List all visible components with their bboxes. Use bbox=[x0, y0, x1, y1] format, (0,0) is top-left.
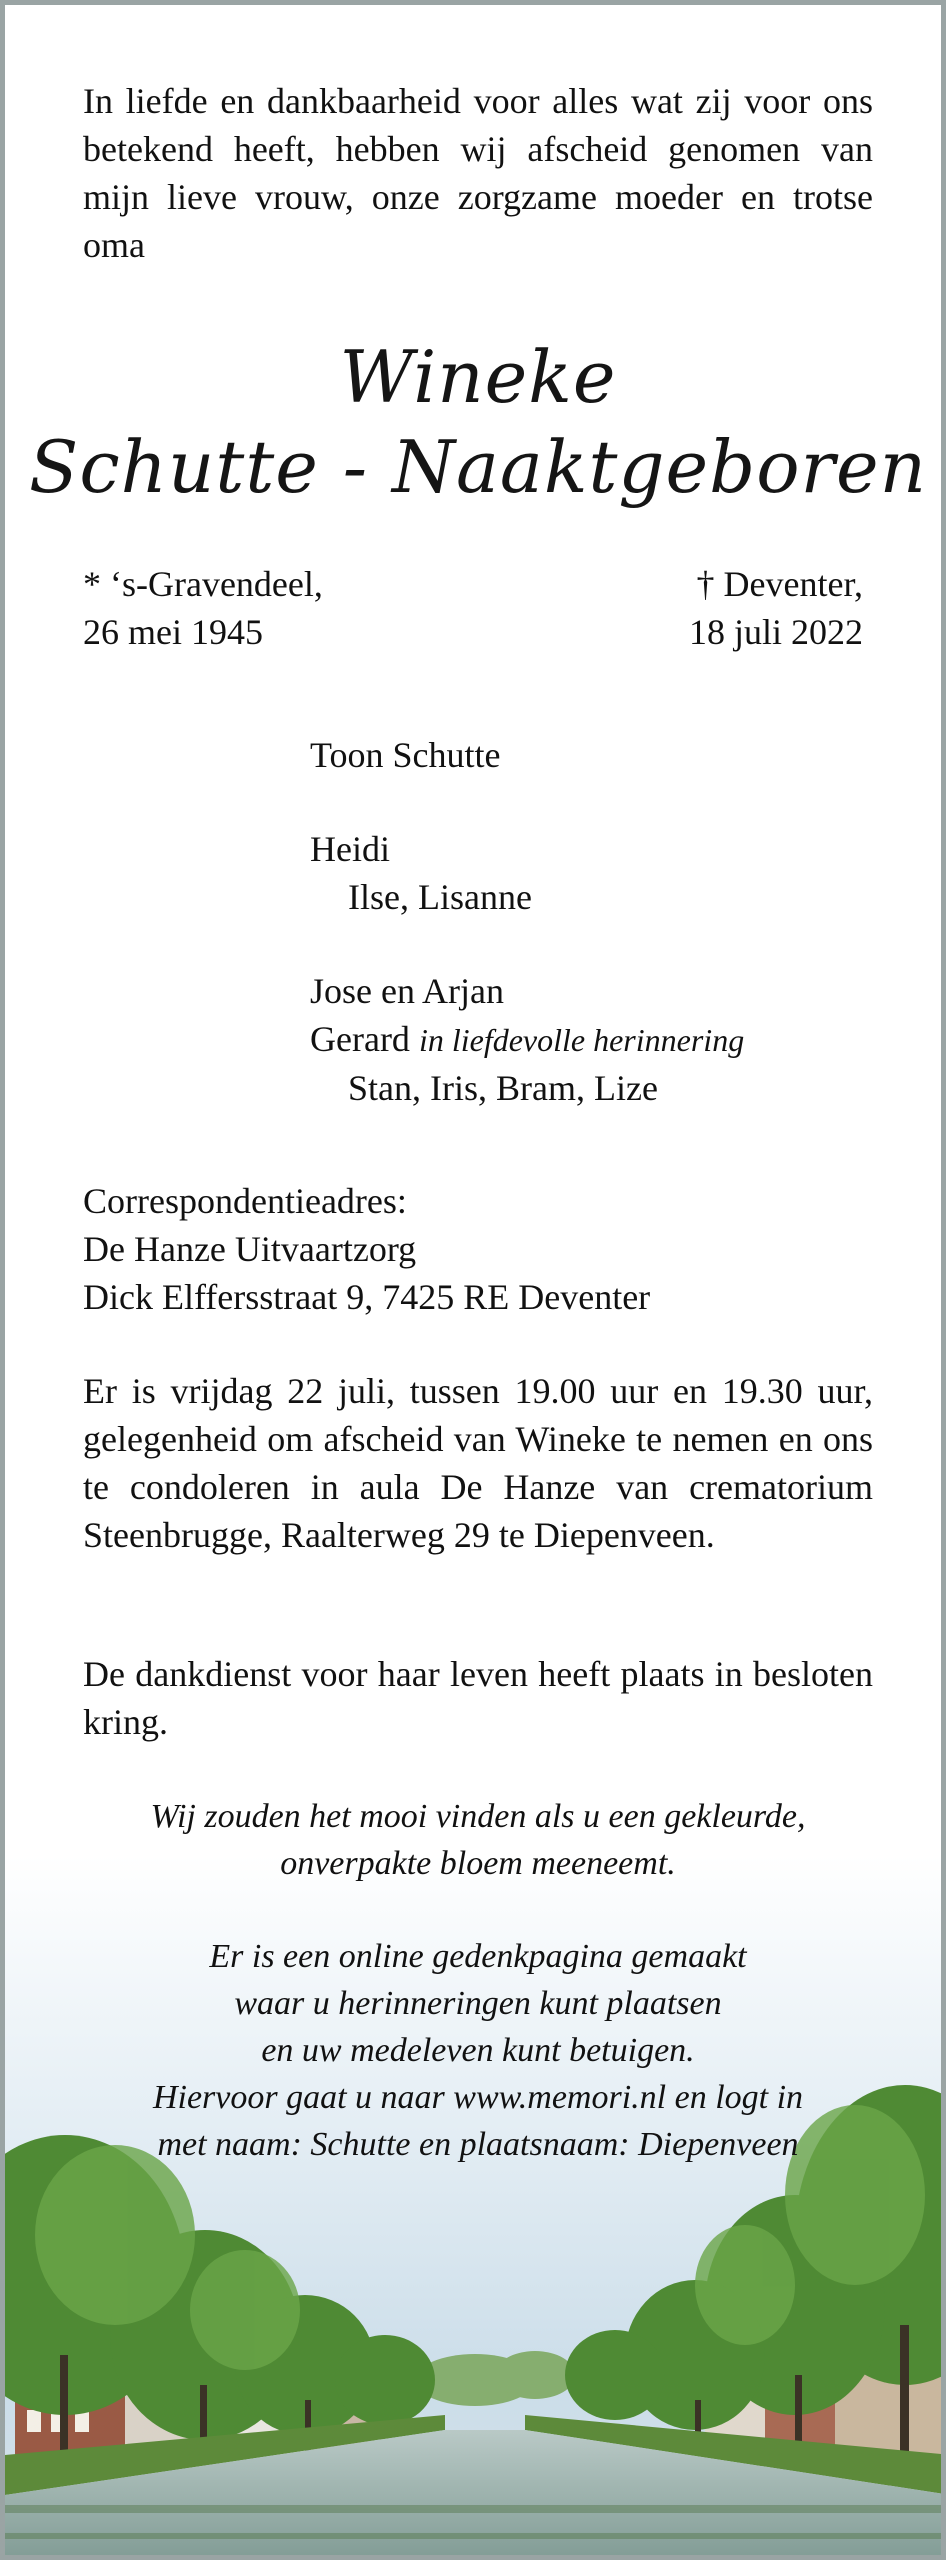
intro-text: In liefde en dankbaarheid voor alles wat zij voor ons betekend heeft, hebben wij afscheid genomen van mijn lieve vrouw, onze zorgzame moeder en trotse oma bbox=[83, 81, 873, 265]
deceased-surname: Schutte - Naaktgeboren bbox=[29, 425, 927, 509]
online-memorial-note bbox=[65, 1933, 891, 2168]
remembrance-note: in liefdevolle herinnering bbox=[418, 1022, 745, 1058]
flowers-note bbox=[65, 1793, 891, 1887]
birth-date: 26 mei 1945 bbox=[83, 612, 263, 652]
family-grandchildren: Stan, Iris, Bram, Lize bbox=[348, 1068, 658, 1108]
family-spouse: Toon Schutte bbox=[310, 735, 501, 775]
online-line: waar u herinneringen kunt plaatsen bbox=[234, 1985, 722, 2022]
birth-place: * ‘s-Gravendeel, bbox=[83, 564, 323, 604]
death-date: 18 juli 2022 bbox=[688, 612, 863, 652]
birth-info bbox=[83, 560, 323, 656]
deceased-first-name: Wineke bbox=[339, 335, 617, 419]
family-child: Jose en Arjan bbox=[310, 971, 504, 1011]
correspondence-address: Dick Elffersstraat 9, 7425 RE Deventer bbox=[83, 1277, 651, 1317]
correspondence-label: Correspondentieadres: bbox=[83, 1181, 407, 1221]
visitation-text: Er is vrijdag 22 juli, tussen 19.00 uur en 19.30 uur, gelegenheid om afscheid van Wineke te nemen en ons te condoleren in aula De Hanze van crematorium Steenbrugge, Raalterweg 29 te Diepenveen. bbox=[83, 1371, 873, 1555]
flowers-line: Wij zouden het mooi vinden als u een gekleurde, bbox=[150, 1798, 806, 1835]
family-grandchildren: Ilse, Lisanne bbox=[348, 877, 532, 917]
family-child-remembered bbox=[310, 1015, 744, 1064]
online-line: Hiervoor gaat u naar www.memori.nl en logt in bbox=[152, 2079, 804, 2116]
family-child-name: Gerard bbox=[310, 1019, 410, 1059]
family-group-1 bbox=[310, 825, 532, 921]
service-text: De dankdienst voor haar leven heeft plaats in besloten kring. bbox=[83, 1654, 873, 1742]
correspondence-block bbox=[83, 1177, 873, 1321]
online-line: met naam: Schutte en plaatsnaam: Diepenveen bbox=[157, 2126, 799, 2163]
flowers-line: onverpakte bloem meeneemt. bbox=[280, 1845, 676, 1882]
online-line: Er is een online gedenkpagina gemaakt bbox=[209, 1938, 747, 1975]
family-group-2 bbox=[310, 967, 744, 1112]
death-info bbox=[689, 560, 863, 656]
online-line: en uw medeleven kunt betuigen. bbox=[261, 2032, 695, 2069]
death-place: † Deventer, bbox=[696, 564, 863, 604]
correspondence-org: De Hanze Uitvaartzorg bbox=[83, 1229, 417, 1269]
family-child: Heidi bbox=[310, 829, 390, 869]
